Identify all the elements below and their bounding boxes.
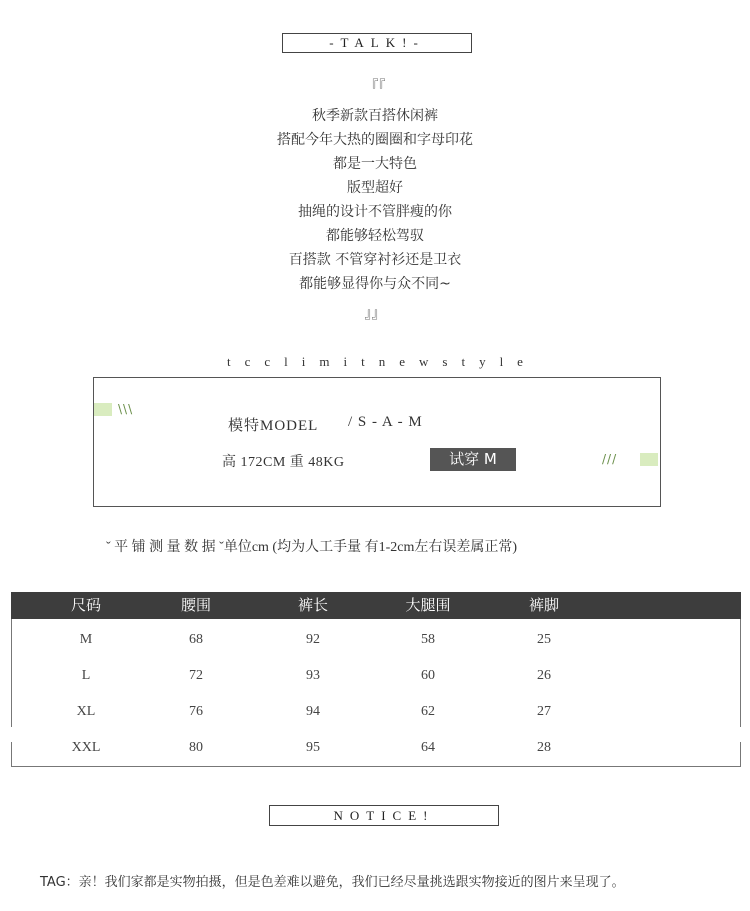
cell-hem: 28 xyxy=(537,740,551,755)
brand-line: tcclimitnewstyle xyxy=(227,354,537,369)
cell-size: L xyxy=(81,668,91,683)
description-line: 都能够显得你与众不同~ xyxy=(299,276,451,292)
talk-badge: -TALK!- xyxy=(282,33,472,53)
notice-badge: NOTICE! xyxy=(269,805,499,826)
cell-thigh: 60 xyxy=(421,668,435,683)
table-header xyxy=(11,592,741,619)
quote-close-mark: 』』 xyxy=(364,306,386,322)
decor-green-block-left xyxy=(94,403,112,416)
description-line: 秋季新款百搭休闲裤 xyxy=(312,108,438,124)
cell-size: XXL xyxy=(71,740,101,755)
description-line: 百搭款 不管穿衬衫还是卫衣 xyxy=(288,252,462,268)
cell-thigh: 64 xyxy=(421,740,435,755)
table-row xyxy=(11,658,741,694)
decor-slashes-right: /// xyxy=(602,452,618,466)
cell-hem: 27 xyxy=(537,704,551,719)
cell-waist: 68 xyxy=(189,632,203,647)
cell-hem: 25 xyxy=(537,632,551,647)
table-row xyxy=(11,694,741,730)
header-length: 裤长 xyxy=(297,596,328,614)
table-border xyxy=(11,766,741,767)
cell-waist: 76 xyxy=(189,704,203,719)
cell-thigh: 58 xyxy=(421,632,435,647)
cell-hem: 26 xyxy=(537,668,551,683)
header-thigh: 大腿围 xyxy=(405,596,451,614)
model-info-box xyxy=(93,377,661,507)
quote-open-mark: 『『 xyxy=(364,79,386,95)
header-waist: 腰围 xyxy=(180,596,211,614)
cell-length: 95 xyxy=(306,740,320,755)
decor-slashes-left: \\\ xyxy=(118,402,134,416)
cell-waist: 80 xyxy=(189,740,203,755)
cell-length: 94 xyxy=(306,704,320,719)
cell-length: 92 xyxy=(306,632,320,647)
decor-green-block-right xyxy=(640,453,658,466)
header-size: 尺码 xyxy=(70,596,101,614)
cell-waist: 72 xyxy=(189,668,203,683)
cell-length: 93 xyxy=(306,668,320,683)
description-line: 都能够轻松驾驭 xyxy=(326,228,424,244)
model-stats: 高 172CM 重 48KG xyxy=(222,455,345,470)
cell-size: M xyxy=(79,632,93,647)
model-sizes: / S - A - M xyxy=(348,414,423,430)
description-line: 版型超好 xyxy=(347,180,403,196)
try-on-size-badge: 试穿 M xyxy=(430,448,516,471)
table-row xyxy=(11,730,741,766)
table-row xyxy=(11,622,741,658)
tag-note: TAG：亲！我们家都是实物拍摄，但是色差难以避免，我们已经尽量挑选跟实物接近的图片来呈现了。 xyxy=(40,875,625,890)
model-label: 模特MODEL xyxy=(228,418,319,434)
description-line: 都是一大特色 xyxy=(333,156,417,172)
description-line: 抽绳的设计不管胖瘦的你 xyxy=(298,204,452,220)
cell-thigh: 62 xyxy=(421,704,435,719)
measure-note: ˇ 平 铺 测 量 数 据 ˇ单位cm (均为人工手量 有1-2cm左右误差属正常) xyxy=(106,540,518,555)
description-line: 搭配今年大热的圈圈和字母印花 xyxy=(277,132,473,148)
cell-size: XL xyxy=(76,704,96,719)
header-hem: 裤脚 xyxy=(528,596,559,614)
